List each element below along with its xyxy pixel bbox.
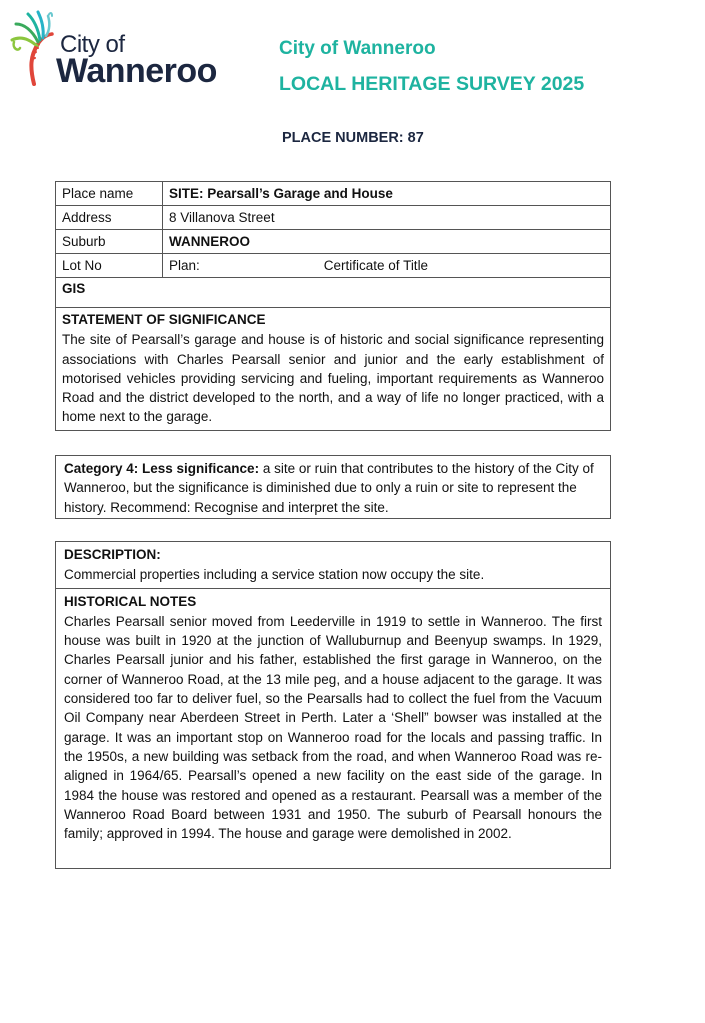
- city-of-wanneroo-logo: [8, 8, 228, 88]
- historical-notes-text: Charles Pearsall senior moved from Leederville in 1919 to settle in Wanneroo. The first house was built in 1920 at the junction of Walluburnup and Beenyup swamps. In 1929, Charles Pearsall junior and his father, established the first garage in Wanneroo, on the corner of Wanneroo Road, at the 13 mile peg, and a house adjacent to the garage. It was considered too far to deliver fuel, so the Pearsalls had to collect the fuel from the Vacuum Oil Company near Aberdeen Street in Perth. Later a ‘Shell” bowser was installed at the garage. It was an important stop on Wanneroo road for the locals and passing traffic. In the 1950s, a new building was setback from the road, and when Wanneroo Road was re-aligned in 1964/65. Pearsall’s opened a new facility on the east side of the garage. In 1984 the house was restored and opened as a restaurant. Pearsall was a member of the Wanneroo Road Board between 1931 and 1950. The suburb of Pearsall honours the family; approved in 1994. The house and garage were demolished in 2002.: [64, 613, 602, 842]
- logo-text-city-of: City of: [60, 31, 125, 58]
- place-name-value: SITE: Pearsall’s Garage and House: [163, 182, 611, 206]
- document-survey-title: LOCAL HERITAGE SURVEY 2025: [279, 73, 585, 95]
- lot-no-label: Lot No: [56, 254, 163, 278]
- table-row-address: [56, 206, 611, 230]
- historical-notes-heading: HISTORICAL NOTES: [64, 593, 197, 609]
- document-organization-title: City of Wanneroo: [279, 38, 436, 59]
- address-label: Address: [56, 206, 163, 230]
- plan-label: Plan:: [169, 258, 200, 273]
- gis-label: GIS: [56, 278, 611, 308]
- category-text-block: [56, 456, 610, 520]
- logo-text-wanneroo: Wanneroo: [56, 52, 217, 90]
- kangaroo-paw-logo-icon: [8, 8, 60, 86]
- description-heading: DESCRIPTION:: [64, 547, 161, 562]
- description-and-history-section: [55, 541, 611, 869]
- category-label: Category 4: Less significance:: [64, 461, 260, 476]
- statement-of-significance-section: [55, 306, 611, 431]
- statement-text: The site of Pearsall’s garage and house is of historic and social significance representing associations with Charles Pearsall senior and junior and the early establishment of motorised vehicles providing servicing and fueling, important requirements as Wanneroo Road and the district developed to the north, and a way of life no longer practiced, with a home next to the garage.: [62, 332, 604, 425]
- category-section: [55, 455, 611, 519]
- certificate-of-title-label: Certificate of Title: [323, 258, 429, 273]
- description-text: Commercial properties including a service station now occupy the site.: [64, 567, 485, 583]
- lot-no-value: [163, 254, 611, 278]
- place-info-table: [55, 181, 611, 308]
- suburb-label: Suburb: [56, 230, 163, 254]
- suburb-value: WANNEROO: [163, 230, 611, 254]
- place-number: PLACE NUMBER: 87: [282, 130, 424, 146]
- table-row-gis: [56, 278, 611, 308]
- statement-heading: STATEMENT OF SIGNIFICANCE: [62, 312, 266, 327]
- table-row-lot-no: [56, 254, 611, 278]
- place-name-label: Place name: [56, 182, 163, 206]
- category-text: a site or ruin that contributes to the history of the City of Wanneroo, but the significance is diminished due to only a ruin or site to represent the history. Recommend: Recognise and interpret the site.: [64, 461, 594, 515]
- table-row-place-name: [56, 182, 611, 206]
- address-value: 8 Villanova Street: [163, 206, 611, 230]
- table-row-suburb: [56, 230, 611, 254]
